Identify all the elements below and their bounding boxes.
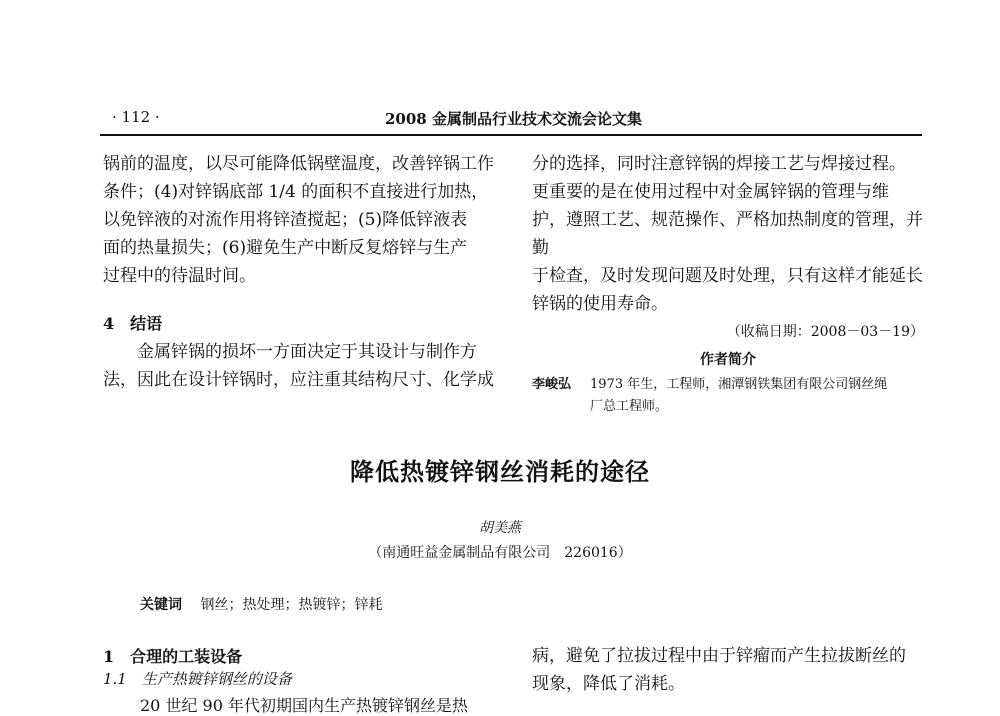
article-author: 胡美燕 <box>479 520 521 536</box>
conclusion-heading: 4 结语 <box>103 314 163 333</box>
bio-line: 1973 年生，工程师，湘潭钢铁集团有限公司钢丝绳 <box>590 377 888 392</box>
body-line: 条件；(4)对锌锅底部 1/4 的面积不直接进行加热， <box>103 182 489 202</box>
right-column-article <box>532 642 924 698</box>
section-heading-1: 1 合理的工装设备 <box>103 647 243 666</box>
body-line: 护，遵照工艺、规范操作、严格加热制度的管理，并勤 <box>532 210 923 258</box>
body-line: 金属锌锅的损坏一方面决定于其设计与制作方 <box>137 342 477 362</box>
body-line: 法，因此在设计锌锅时，应注重其结构尺寸、化学成 <box>103 370 494 390</box>
body-line: 现象，降低了消耗。 <box>532 674 685 694</box>
author-bio <box>532 374 924 418</box>
keywords-text: 钢丝；热处理；热镀锌；锌耗 <box>200 597 383 613</box>
author-bio-text <box>590 374 887 418</box>
body-line: 更重要的是在使用过程中对金属锌锅的管理与维 <box>532 182 889 202</box>
body-line: 分的选择，同时注意锌锅的焊接工艺与焊接过程。 <box>532 154 906 174</box>
body-line: 锅前的温度，以尽可能降低锅壁温度，改善锌锅工作 <box>103 154 494 174</box>
section-heading-1-1: 1.1 生产热镀锌钢丝的设备 <box>103 670 292 688</box>
body-line: 面的热量损失；(6)避免生产中断反复熔锌与生产 <box>103 238 468 258</box>
left-column-prev-article <box>103 150 503 394</box>
spacer <box>103 290 503 310</box>
body-line: 以免锌液的对流作用将锌渣搅起；(5)降低锌液表 <box>103 210 468 230</box>
article-affiliation: （南通旺益金属制品有限公司 226016） <box>368 545 632 561</box>
body-line: 病，避免了拉拔过程中由于锌瘤而产生拉拔断丝的 <box>532 646 906 666</box>
body-line: 锌锅的使用寿命。 <box>532 294 668 314</box>
author-bio-heading: 作者简介 <box>700 352 756 368</box>
header-rule <box>100 134 922 136</box>
right-column-prev-article <box>532 150 924 418</box>
keywords-line <box>140 594 382 614</box>
body-line: 过程中的待温时间。 <box>103 266 256 286</box>
keywords-label: 关键词 <box>140 597 182 613</box>
body-line: 于检查，及时发现问题及时处理，只有这样才能延长 <box>532 266 923 286</box>
bio-line: 厂总工程师。 <box>590 399 669 414</box>
received-date: （收稿日期：2008－03－19） <box>726 324 924 340</box>
article-title: 降低热镀锌钢丝消耗的途径 <box>350 458 650 486</box>
author-bio-name: 李峻弘 <box>532 377 572 392</box>
running-header-title: 2008 金属制品行业技术交流会论文集 <box>385 110 642 128</box>
page-number: · 112 · <box>112 108 160 126</box>
body-line-cut: 20 世纪 90 年代初期国内生产热镀锌钢丝是热 <box>140 696 468 715</box>
